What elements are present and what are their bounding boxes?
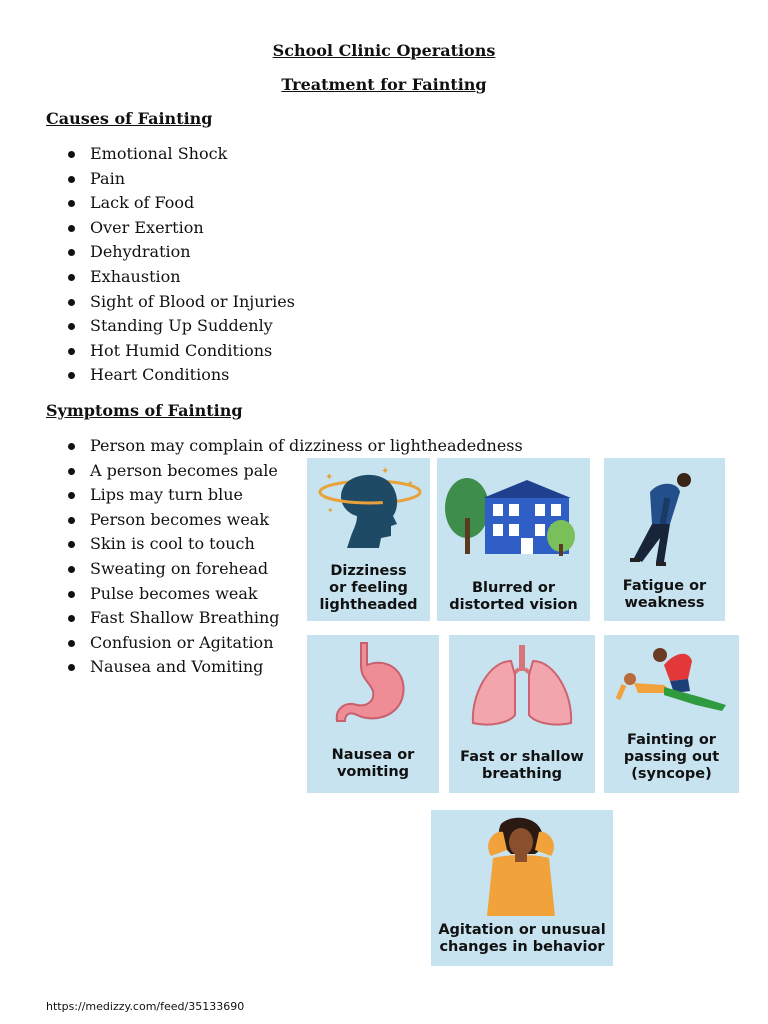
list-item: Dehydration <box>66 240 295 265</box>
stomach-icon <box>307 635 439 735</box>
list-item: Pain <box>66 167 295 192</box>
symptom-card-nausea <box>307 635 439 793</box>
list-item: Emotional Shock <box>66 142 295 167</box>
card-caption-line: Fainting or <box>627 732 716 748</box>
card-caption-line: (syncope) <box>631 766 712 782</box>
document-subtitle: Treatment for Fainting <box>281 75 487 94</box>
list-item: Pulse becomes weak <box>66 582 523 607</box>
list-item: Standing Up Suddenly <box>66 314 295 339</box>
list-item: Person becomes weak <box>66 508 523 533</box>
svg-text:✦: ✦ <box>325 472 334 483</box>
tired-person-icon <box>604 458 725 573</box>
list-item: Hot Humid Conditions <box>66 339 295 364</box>
lungs-icon <box>449 635 595 735</box>
list-item: Nausea and Vomiting <box>66 655 523 680</box>
card-caption-line: Fast or shallow <box>460 749 584 765</box>
symptom-card-fatigue <box>604 458 725 621</box>
document-title: School Clinic Operations <box>272 41 496 60</box>
card-caption-line: Agitation or unusual <box>438 922 606 938</box>
card-caption-line: Nausea or <box>331 747 415 763</box>
list-item: A person becomes pale <box>66 459 523 484</box>
card-caption-line: lightheaded <box>319 597 418 613</box>
svg-text:✦: ✦ <box>381 466 390 477</box>
symptom-card-blurred-vision <box>437 458 590 621</box>
card-caption-line: passing out <box>623 749 720 765</box>
symptom-card-dizziness <box>307 458 430 621</box>
list-item: Sight of Blood or Injuries <box>66 290 295 315</box>
svg-text:✦: ✦ <box>407 479 414 488</box>
agitated-person-icon <box>431 810 613 920</box>
list-item: Confusion or Agitation <box>66 631 523 656</box>
fainting-person-icon <box>604 635 739 725</box>
blurred-building-icon <box>437 458 590 568</box>
symptom-card-breathing <box>449 635 595 793</box>
card-caption-line: or feeling <box>329 580 408 596</box>
card-caption-line: breathing <box>481 766 563 782</box>
card-caption-line: distorted vision <box>449 597 578 613</box>
footer-url: https://medizzy.com/feed/35133690 <box>46 1000 245 1013</box>
list-item: Lack of Food <box>66 191 295 216</box>
symptom-card-agitation <box>431 810 613 966</box>
list-item: Lips may turn blue <box>66 483 523 508</box>
list-item: Skin is cool to touch <box>66 532 523 557</box>
list-item: Fast Shallow Breathing <box>66 606 523 631</box>
symptoms-heading: Symptoms of Fainting <box>46 401 243 420</box>
card-caption-line: Blurred or <box>471 580 556 596</box>
list-item: Heart Conditions <box>66 363 295 388</box>
symptom-card-fainting <box>604 635 739 793</box>
svg-text:✦: ✦ <box>327 506 334 515</box>
causes-list <box>66 142 295 388</box>
card-caption-line: Dizziness <box>330 563 407 579</box>
card-caption-line: changes in behavior <box>439 939 605 955</box>
list-item: Sweating on forehead <box>66 557 523 582</box>
list-item: Person may complain of dizziness or lightheadedness <box>66 434 523 459</box>
card-caption-line: vomiting <box>336 764 410 780</box>
card-caption-line: Fatigue or <box>622 578 707 594</box>
card-caption-line: weakness <box>624 595 705 611</box>
list-item: Over Exertion <box>66 216 295 241</box>
causes-heading: Causes of Fainting <box>46 109 213 128</box>
list-item: Exhaustion <box>66 265 295 290</box>
dizzy-head-icon <box>307 458 430 558</box>
